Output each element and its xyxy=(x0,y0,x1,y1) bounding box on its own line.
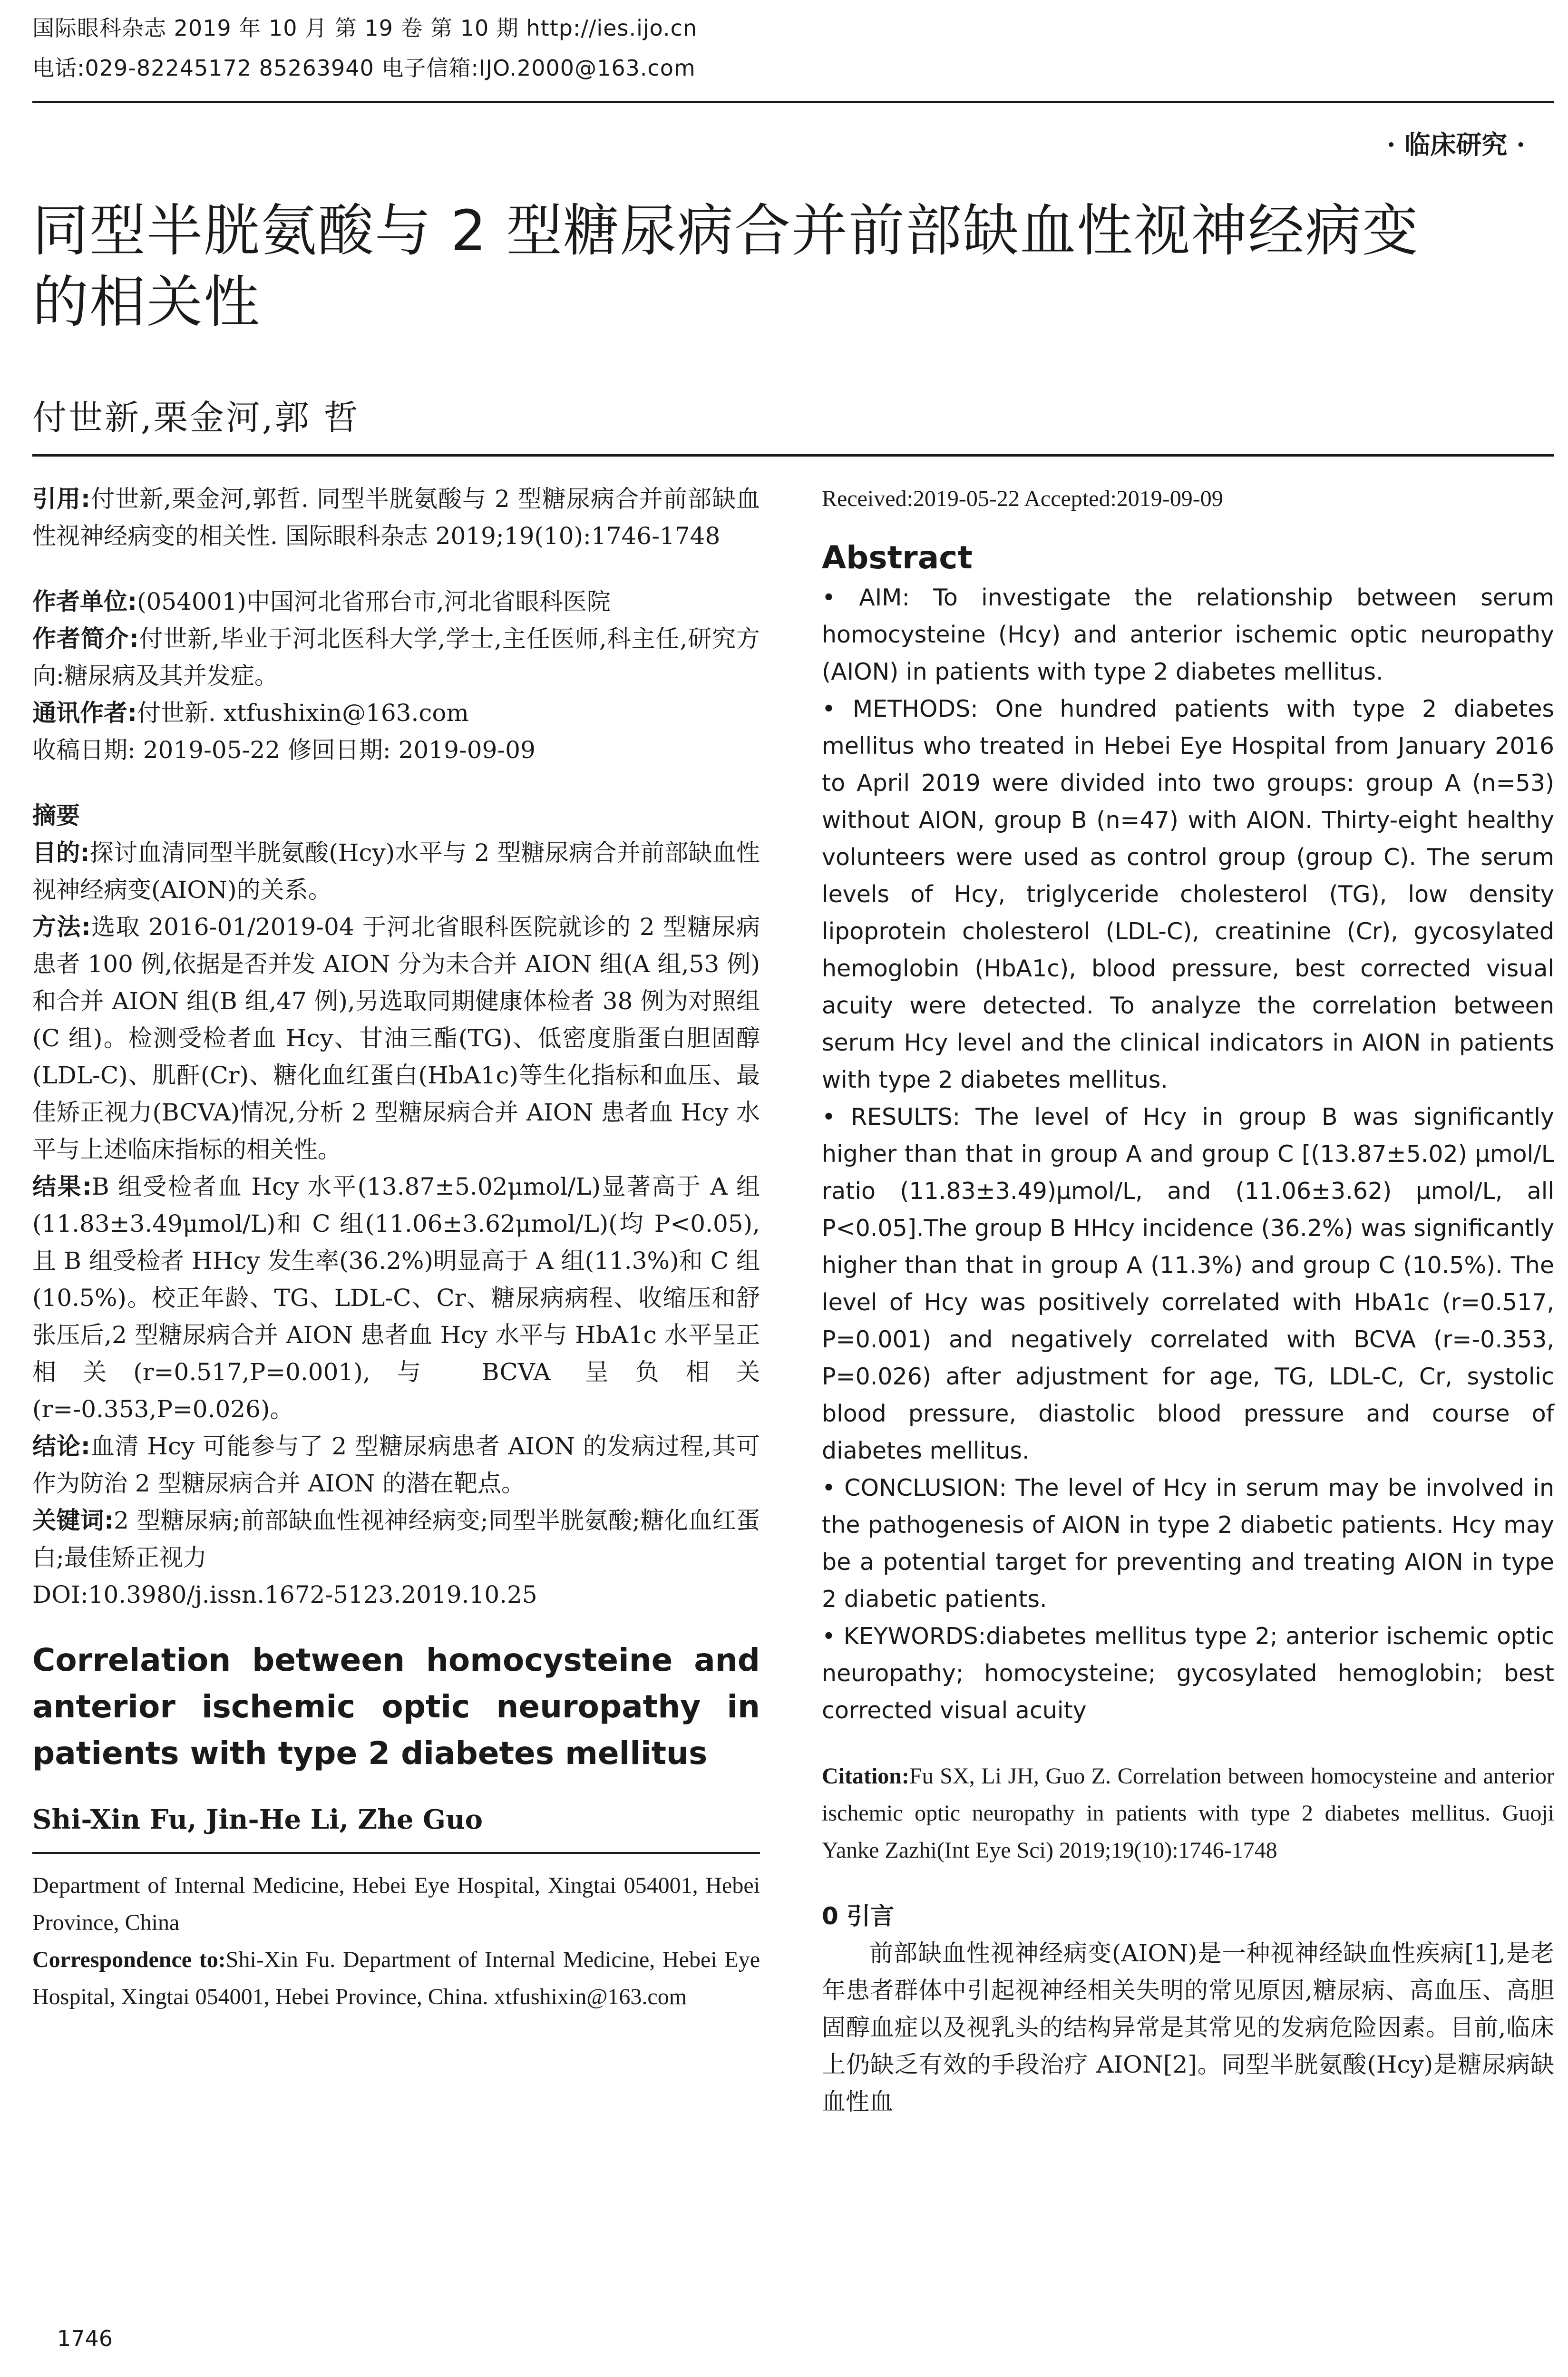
corr-text: 付世新. xtfushixin@163.com xyxy=(137,699,469,727)
page-number: 1746 xyxy=(57,2326,113,2351)
english-correspondence xyxy=(32,1941,760,2016)
journal-header-line1: 国际眼科杂志 2019 年 10 月 第 19 卷 第 10 期 http://ies.ijo.cn xyxy=(32,15,698,41)
abstract-heading-zh-text: 摘要 xyxy=(32,802,80,829)
author-affiliation-zh xyxy=(32,583,760,620)
keywords-zh xyxy=(32,1502,760,1576)
conclusion-zh-text: 血清 Hcy 可能参与了 2 型糖尿病患者 AION 的发病过程,其可作为防治 2 型糖尿病合并 AION 的潜在靶点。 xyxy=(32,1432,760,1497)
results-en-label: • RESULTS: xyxy=(822,1103,961,1130)
left-column xyxy=(32,480,760,2016)
en-corr-label: Correspondence to: xyxy=(32,1947,226,1972)
authors: 付世新,栗金河,郭 哲 xyxy=(32,398,360,438)
keywords-zh-label: 关键词: xyxy=(32,1507,114,1534)
keywords-en-label: • KEYWORDS: xyxy=(822,1623,986,1650)
conclusion-zh-label: 结论: xyxy=(32,1432,90,1460)
title-rule xyxy=(32,454,1554,457)
methods-en xyxy=(822,691,1554,1099)
aim-zh-text: 探讨血清同型半胱氨酸(Hcy)水平与 2 型糖尿病合并前部缺血性视神经病变(AION)的关系。 xyxy=(32,839,760,904)
page-title xyxy=(32,195,1419,338)
methods-en-label: • METHODS: xyxy=(822,695,978,722)
corresponding-author-zh xyxy=(32,694,760,731)
aim-en xyxy=(822,579,1554,691)
methods-zh-label: 方法: xyxy=(32,913,91,941)
bio-text: 付世新,毕业于河北医科大学,学士,主任医师,科主任,研究方向:糖尿病及其并发症。 xyxy=(32,625,760,690)
received-dates-zh: 收稿日期: 2019-05-22 修回日期: 2019-09-09 xyxy=(32,736,536,764)
en-corr-text: Shi-Xin Fu. Department of Internal Medicine, Hebei Eye Hospital, Xingtai 054001, Hebei Province, China. xtfushixin@163.com xyxy=(32,1947,760,2009)
keywords-en xyxy=(822,1618,1554,1729)
english-affiliation: Department of Internal Medicine, Hebei Eye Hospital, Xingtai 054001, Hebei Province, China xyxy=(32,1873,760,1935)
results-zh-text: B 组受检者血 Hcy 水平(13.87±5.02μmol/L)显著高于 A 组(11.83±3.49μmol/L)和 C 组(11.06±3.62μmol/L)(均 P<0.05),且 B 组受检者 HHcy 发生率(36.2%)明显高于 A 组(11.3%)和 C 组(10.5%)。校正年龄、TG、LDL-C、Cr、糖尿病病程、收缩压和舒张压后,2 型糖尿病合并 AION 患者血 Hcy 水平与 HbA1c 水平呈正相关(r=0.517,P=0.001),与 BCVA 呈负相关(r=-0.353,P=0.026)。 xyxy=(32,1173,760,1423)
results-zh-label: 结果: xyxy=(32,1173,92,1200)
abstract-heading: Abstract xyxy=(822,539,973,576)
keywords-en-text: diabetes mellitus type 2; anterior ischemic optic neuropathy; homocysteine; gycosylated hemoglobin; best corrected visual acuity xyxy=(822,1623,1554,1724)
intro-heading xyxy=(822,1898,1554,1935)
intro-paragraph: 前部缺血性视神经病变(AION)是一种视神经缺血性疾病[1],是老年患者群体中引起视神经相关失明的常见原因,糖尿病、高血压、高胆固醇血症以及视乳头的结构异常是其常见的发病危险因素。目前,临床上仍缺乏有效的手段治疗 AION[2]。同型半胱氨酸(Hcy)是糖尿病缺血性血 xyxy=(822,1939,1554,2115)
section-label: · 临床研究 · xyxy=(1386,129,1525,160)
bio-label: 作者简介: xyxy=(32,625,139,653)
title-line-2: 的相关性 xyxy=(32,269,261,335)
methods-zh-text: 选取 2016-01/2019-04 于河北省眼科医院就诊的 2 型糖尿病患者 100 例,依据是否并发 AION 分为未合并 AION 组(A 组,53 例)和合并 AION 组(B 组,47 例),另选取同期健康体检者 38 例为对照组(C 组)。检测受检者血 Hcy、甘油三酯(TG)、低密度脂蛋白胆固醇(LDL-C)、肌酐(Cr)、糖化血红蛋白(HbA1c)等生化指标和血压、最佳矫正视力(BCVA)情况,分析 2 型糖尿病合并 AION 患者血 Hcy 水平与上述临床指标的相关性。 xyxy=(32,913,760,1163)
english-title: Correlation between homocysteine and anterior ischemic optic neuropathy in patients with type 2 diabetes mellitus xyxy=(32,1642,760,1772)
abstract-heading-zh xyxy=(32,797,760,834)
citation-zh-text: 付世新,栗金河,郭哲. 同型半胱氨酸与 2 型糖尿病合并前部缺血性视神经病变的相关性. 国际眼科杂志 2019;19(10):1746-1748 xyxy=(32,485,760,550)
citation-en xyxy=(822,1758,1554,1869)
citation-zh-label: 引用: xyxy=(32,485,91,513)
aim-zh xyxy=(32,834,760,908)
aim-zh-label: 目的: xyxy=(32,839,90,867)
results-zh xyxy=(32,1168,760,1428)
conclusion-en xyxy=(822,1470,1554,1618)
author-bio-zh xyxy=(32,620,760,694)
citation-zh xyxy=(32,480,760,555)
aim-en-text: To investigate the relationship between serum homocysteine (Hcy) and anterior ischemic optic neuropathy (AION) in patients with type 2 diabetes mellitus. xyxy=(822,584,1554,685)
doi: DOI:10.3980/j.issn.1672-5123.2019.10.25 xyxy=(32,1581,537,1608)
header-rule xyxy=(32,101,1554,103)
aim-en-label: • AIM: xyxy=(822,584,910,611)
intro-heading-text: 0 引言 xyxy=(822,1902,895,1930)
results-en xyxy=(822,1099,1554,1470)
methods-en-text: One hundred patients with type 2 diabetes mellitus who treated in Hebei Eye Hospital from January 2016 to April 2019 were divided into two groups: group A (n=53) without AION, group B (n=47) with AION. Thirty-eight healthy volunteers were used as control group (group C). The serum levels of Hcy, triglyceride cholesterol (TG), low density lipoprotein cholesterol (LDL-C), creatinine (Cr), gycosylated hemoglobin (HbA1c), blood pressure, best corrected visual acuity were detected. To analyze the correlation between serum Hcy level and the clinical indicators in AION in patients with type 2 diabetes mellitus. xyxy=(822,695,1555,1093)
english-authors: Shi-Xin Fu, Jin-He Li, Zhe Guo xyxy=(32,1804,483,1835)
affiliation-label: 作者单位: xyxy=(32,588,137,615)
right-column xyxy=(822,480,1554,2120)
citation-en-text: Fu SX, Li JH, Guo Z. Correlation between homocysteine and anterior ischemic optic neuropathy in patients with type 2 diabetes mellitus. Guoji Yanke Zazhi(Int Eye Sci) 2019;19(10):1746-1748 xyxy=(822,1763,1554,1863)
corr-label: 通讯作者: xyxy=(32,699,137,727)
title-line-1: 同型半胱氨酸与 2 型糖尿病合并前部缺血性视神经病变 xyxy=(32,198,1420,263)
received-accepted: Received:2019-05-22 Accepted:2019-09-09 xyxy=(822,486,1223,511)
affiliation-text: (054001)中国河北省邢台市,河北省眼科医院 xyxy=(137,588,611,615)
citation-en-label: Citation: xyxy=(822,1763,909,1789)
results-en-text: The level of Hcy in group B was significantly higher than that in group A and group C [(13.87±5.02) μmol/L ratio (11.83±3.49)μmol/L, and (11.06±3.62) μmol/L, all P<0.05].The group B HHcy incidence (36.2%) was significantly higher than that in group A (11.3%) and group C (10.5%). The level of Hcy was positively correlated with HbA1c (r=0.517, P=0.001) and negatively correlated with BCVA (r=-0.353, P=0.026) after adjustment for age, TG, LDL-C, Cr, systolic blood pressure, diastolic blood pressure and course of diabetes mellitus. xyxy=(822,1103,1554,1464)
conclusion-zh xyxy=(32,1428,760,1502)
conclusion-en-label: • CONCLUSION: xyxy=(822,1474,1007,1501)
journal-header-line2: 电话:029-82245172 85263940 电子信箱:IJO.2000@163.com xyxy=(32,55,696,81)
keywords-zh-text: 2 型糖尿病;前部缺血性视神经病变;同型半胱氨酸;糖化血红蛋白;最佳矫正视力 xyxy=(32,1507,760,1571)
conclusion-en-text: The level of Hcy in serum may be involved in the pathogenesis of AION in type 2 diabetic patients. Hcy may be a potential target for preventing and treating AION in type 2 diabetic patients. xyxy=(822,1474,1555,1613)
methods-zh xyxy=(32,908,760,1168)
